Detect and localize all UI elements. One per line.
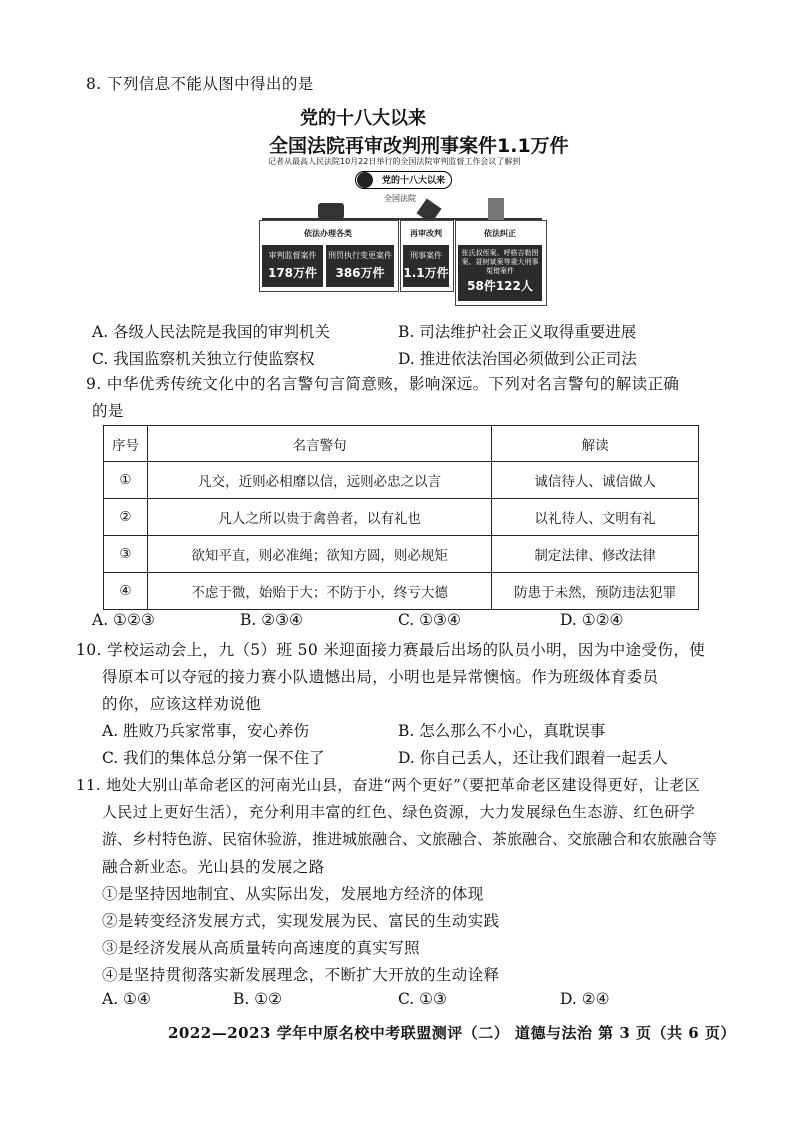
cell-value: 1.1万件 bbox=[403, 266, 449, 280]
question-11-line-2: 人民过上更好生活），充分利用丰富的红色、绿色资源，大力发展绿色生态游、红色研学 bbox=[102, 803, 696, 821]
table-cell: ① bbox=[104, 462, 148, 499]
table-cell: ④ bbox=[104, 573, 148, 610]
q11-statement-1: ①是坚持因地制宜、从实际出发，发展地方经济的体现 bbox=[102, 885, 484, 903]
q9-option-c[interactable]: C. ①③④ bbox=[398, 611, 461, 629]
question-10-line-2: 得原本可以夺冠的接力赛小队遗憾出局，小明也是异常懊恼。作为班级体育委员 bbox=[102, 668, 659, 686]
q9-option-b[interactable]: B. ②③④ bbox=[240, 611, 303, 629]
infographic-cell bbox=[262, 245, 323, 287]
cell-label: 刑事案件 bbox=[410, 251, 442, 260]
cell-value: 178万件 bbox=[267, 266, 318, 280]
q8-option-a[interactable]: A. 各级人民法院是我国的审判机关 bbox=[92, 323, 331, 341]
question-10-line-1: 10. 学校运动会上，九（5）班 50 米迎面接力赛最后出场的队员小明，因为中途受伤，使 bbox=[76, 641, 706, 659]
infographic-group-3-head: 依法纠正 bbox=[484, 229, 516, 238]
table-row bbox=[104, 462, 699, 499]
table-row bbox=[104, 499, 699, 536]
table-header: 序号 bbox=[104, 426, 148, 462]
question-11-line-1: 11. 地处大别山革命老区的河南光山县，奋进“两个更好”（要把革命老区建设得更好，让老区 bbox=[76, 776, 701, 794]
table-cell: ③ bbox=[104, 536, 148, 573]
q8-option-c[interactable]: C. 我国监察机关独立行使监察权 bbox=[92, 350, 315, 368]
question-11-line-4: 融合新业态。光山县的发展之路 bbox=[102, 858, 325, 876]
infographic-court-label: 全国法院 bbox=[384, 194, 416, 203]
table-cell: 以礼待人、文明有礼 bbox=[492, 499, 699, 536]
table-header: 名言警句 bbox=[147, 426, 491, 462]
question-10-line-3: 的你，应该这样劝说他 bbox=[102, 695, 262, 713]
q11-statement-4: ④是坚持贯彻落实新发展理念，不断扩大开放的生动诠释 bbox=[102, 966, 500, 984]
cell-label: 刑罚执行变更案件 bbox=[328, 251, 392, 260]
question-8-stem: 8. 下列信息不能从图中得出的是 bbox=[86, 75, 314, 93]
table-cell: 防患于未然，预防违法犯罪 bbox=[492, 573, 699, 610]
table-header: 解读 bbox=[492, 426, 699, 462]
q10-option-a[interactable]: A. 胜败乃兵家常事，安心养伤 bbox=[102, 722, 310, 740]
q9-option-a[interactable]: A. ①②③ bbox=[92, 611, 155, 629]
q11-option-a[interactable]: A. ①④ bbox=[102, 990, 151, 1008]
cell-value: 386万件 bbox=[335, 266, 385, 280]
cell-value: 58件122人 bbox=[467, 279, 533, 293]
infographic-title-1: 党的十八大以来 bbox=[300, 108, 426, 129]
cell-label: 张氏叔侄案、呼格吉勒图案、聂树斌案等重大刑事冤错案件 bbox=[461, 249, 539, 275]
infographic-title-2: 全国法院再审改判刑事案件1.1万件 bbox=[269, 135, 569, 157]
q10-option-c[interactable]: C. 我们的集体总分第一保不住了 bbox=[102, 749, 325, 767]
table-cell: 制定法律、修改法律 bbox=[492, 536, 699, 573]
infographic-cell bbox=[458, 245, 542, 301]
infographic-group-1-head: 依法办理各类 bbox=[304, 229, 352, 238]
q9-option-d[interactable]: D. ①②④ bbox=[560, 611, 624, 629]
q11-option-d[interactable]: D. ②④ bbox=[560, 990, 610, 1008]
q11-statement-2: ②是转变经济发展方式，实现发展为民、富民的生动实践 bbox=[102, 912, 500, 930]
infographic-subtitle: 记者从最高人民法院10月22日举行的全国法院审判监督工作会议了解到 bbox=[268, 157, 521, 166]
q11-option-b[interactable]: B. ①② bbox=[233, 990, 283, 1008]
q11-option-c[interactable]: C. ①③ bbox=[398, 990, 447, 1008]
quotes-table bbox=[103, 425, 699, 610]
infographic-cell bbox=[403, 245, 449, 287]
table-cell: 不虑于微，始贻于大；不防于小，终亏大德 bbox=[147, 573, 491, 610]
briefcase-icon bbox=[318, 203, 344, 219]
q11-statement-3: ③是经济发展从高质量转向高速度的真实写照 bbox=[102, 939, 421, 957]
question-9-stem-line-2: 的是 bbox=[92, 402, 124, 420]
q8-option-d[interactable]: D. 推进依法治国必须做到公正司法 bbox=[398, 350, 637, 368]
q10-option-b[interactable]: B. 怎么那么不小心，真耽误事 bbox=[398, 722, 606, 740]
table-cell: 欲知平直，则必准绳；欲知方圆，则必规矩 bbox=[147, 536, 491, 573]
infographic-badge: 党的十八大以来 bbox=[355, 171, 452, 189]
q8-option-b[interactable]: B. 司法维护社会正义取得重要进展 bbox=[398, 323, 637, 341]
question-9-stem-line-1: 9. 中华优秀传统文化中的名言警句言简意赅，影响深远。下列对名言警句的解读正确 bbox=[86, 375, 680, 393]
table-cell: 凡交，近则必相靡以信，远则必忠之以言 bbox=[147, 462, 491, 499]
table-cell: 凡人之所以贵于禽兽者，以有礼也 bbox=[147, 499, 491, 536]
page-footer: 2022—2023 学年中原名校中考联盟测评（二） 道德与法治 第 3 页（共 6 页） bbox=[168, 1024, 736, 1042]
question-11-line-3: 游、乡村特色游、民宿休验游，推进城旅融合、文旅融合、茶旅融合、交旅融合和农旅融合等 bbox=[102, 830, 718, 848]
infographic-cell bbox=[326, 245, 394, 287]
cell-label: 审判监督案件 bbox=[268, 251, 317, 260]
table-header-row bbox=[104, 426, 699, 462]
table-row bbox=[104, 536, 699, 573]
infographic-group-2-head: 再审改判 bbox=[410, 229, 442, 238]
q10-option-d[interactable]: D. 你自己丢人，还让我们跟着一起丢人 bbox=[398, 749, 668, 767]
table-cell: ② bbox=[104, 499, 148, 536]
table-row bbox=[104, 573, 699, 610]
table-cell: 诚信待人、诚信做人 bbox=[492, 462, 699, 499]
document-icon bbox=[488, 198, 504, 220]
